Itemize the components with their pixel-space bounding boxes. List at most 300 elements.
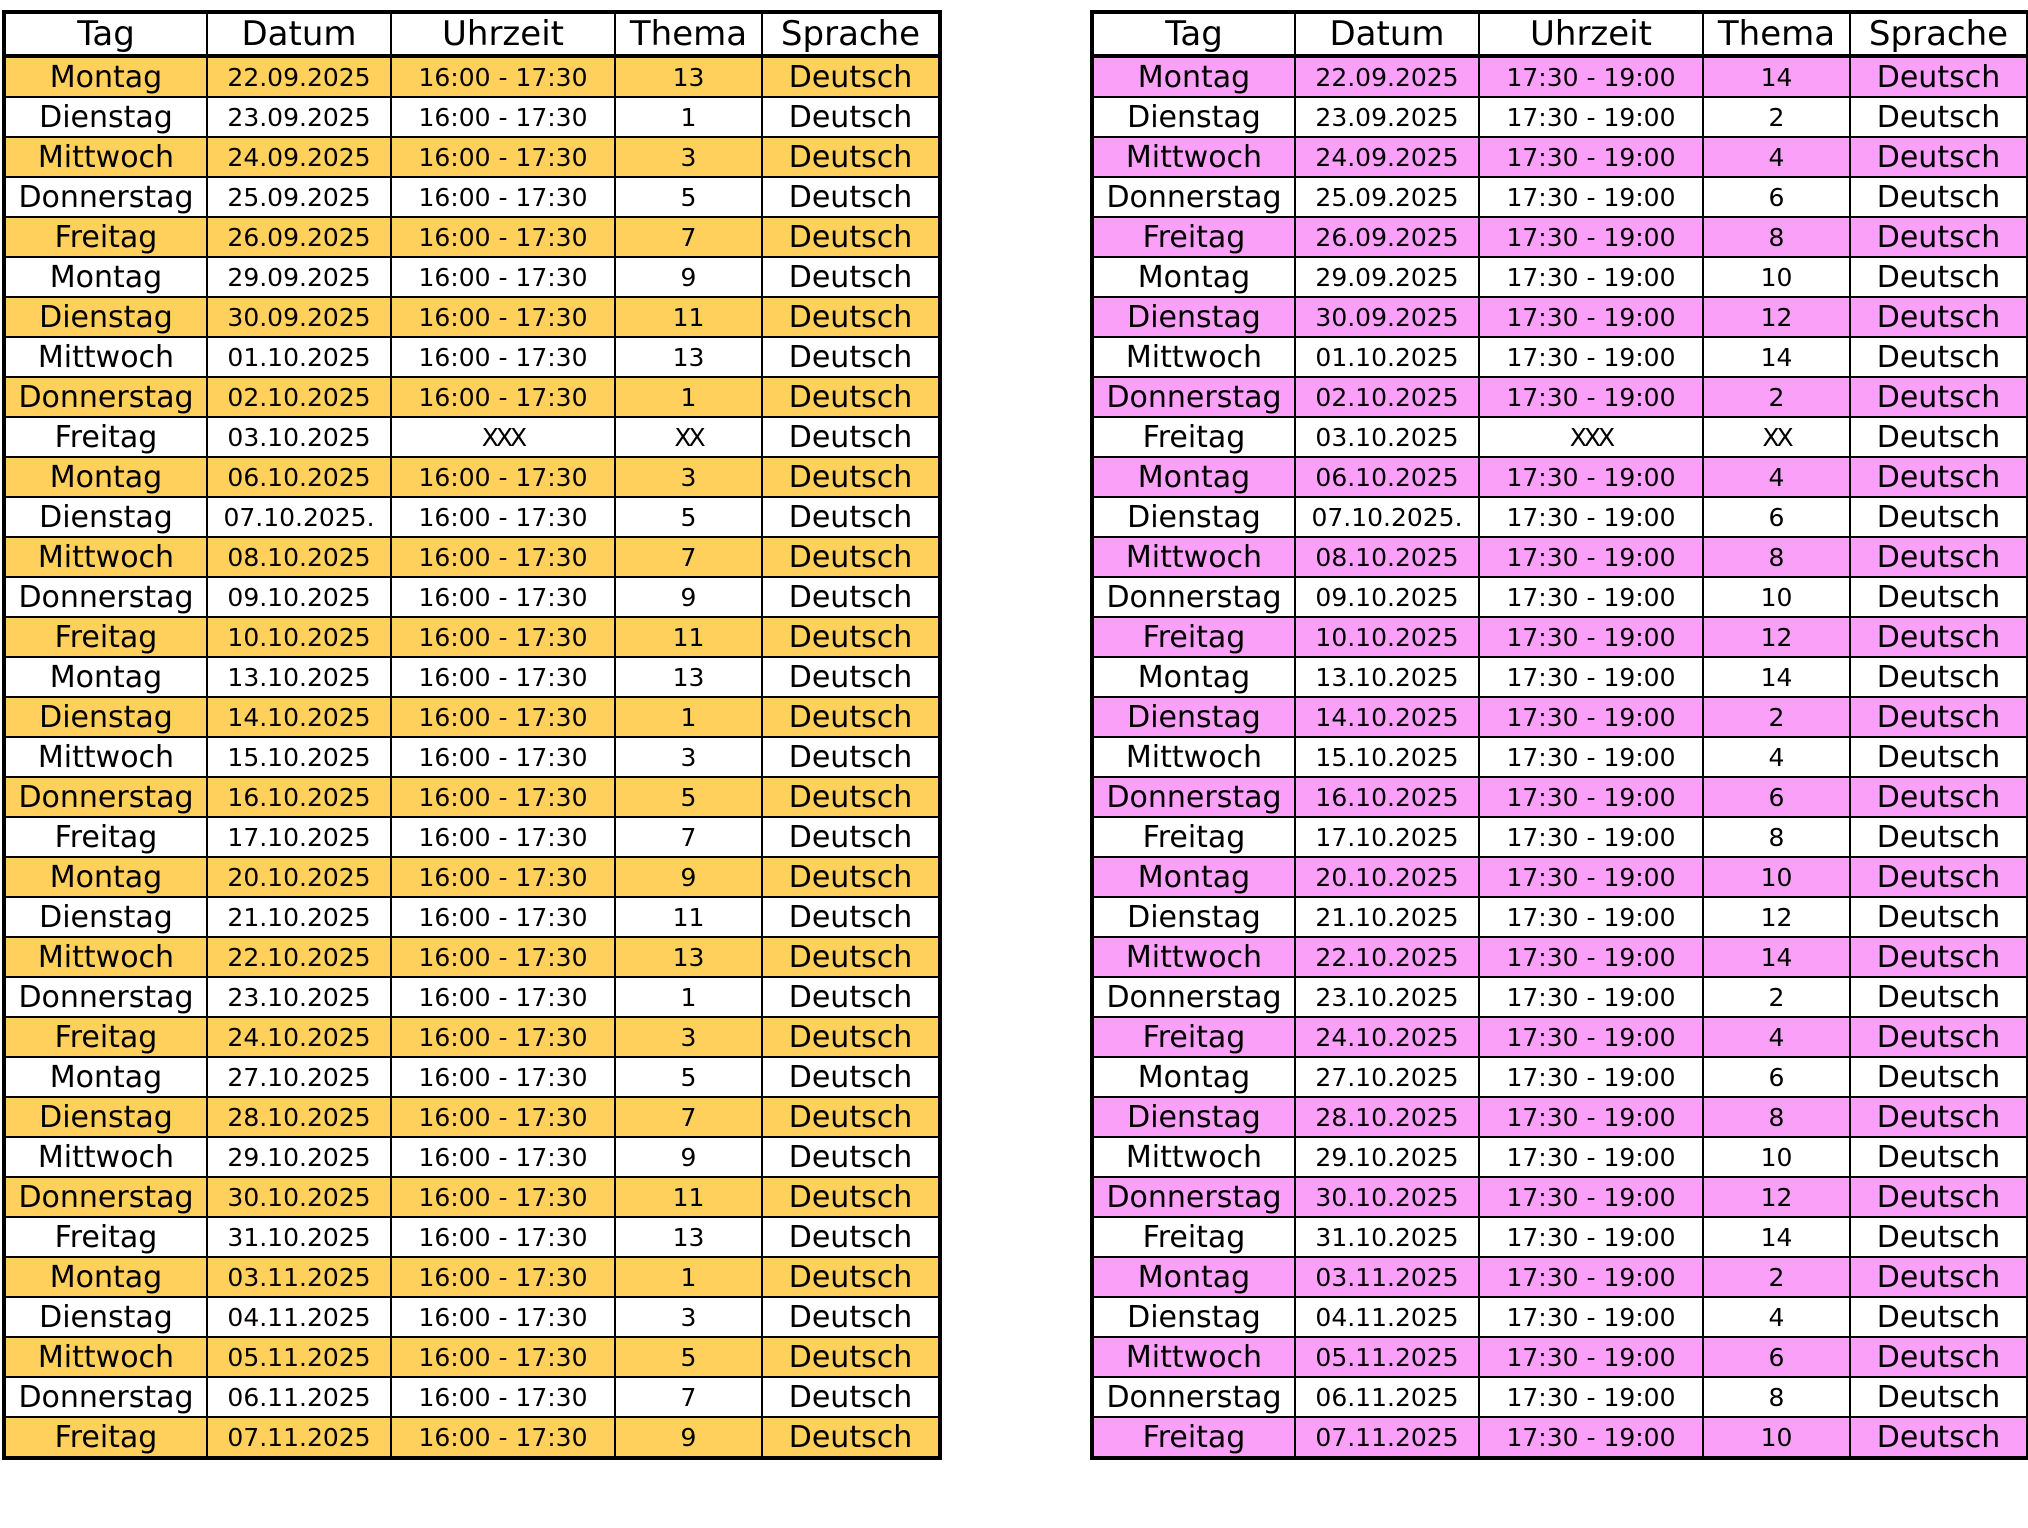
cell-sprache: Deutsch bbox=[762, 497, 940, 537]
cell-uhrzeit: 17:30 - 19:00 bbox=[1479, 897, 1703, 937]
cell-uhrzeit: 16:00 - 17:30 bbox=[391, 497, 615, 537]
cell-sprache: Deutsch bbox=[762, 417, 940, 457]
cell-sprache: Deutsch bbox=[762, 1417, 940, 1458]
table-row bbox=[4, 1297, 940, 1337]
cell-uhrzeit: 17:30 - 19:00 bbox=[1479, 177, 1703, 217]
table-body bbox=[1092, 56, 2028, 1458]
table-row bbox=[4, 417, 940, 457]
cell-thema: 5 bbox=[615, 1337, 762, 1377]
table-row bbox=[4, 1177, 940, 1217]
cell-uhrzeit: XXX bbox=[391, 417, 615, 457]
schedule-table-left bbox=[2, 10, 942, 1460]
cell-sprache: Deutsch bbox=[762, 257, 940, 297]
cell-sprache: Deutsch bbox=[762, 977, 940, 1017]
cell-sprache: Deutsch bbox=[1850, 1137, 2028, 1177]
cell-uhrzeit: 17:30 - 19:00 bbox=[1479, 697, 1703, 737]
table-row bbox=[1092, 1177, 2028, 1217]
cell-uhrzeit: 16:00 - 17:30 bbox=[391, 577, 615, 617]
table-row bbox=[4, 1257, 940, 1297]
table-row bbox=[1092, 737, 2028, 777]
cell-thema: 14 bbox=[1703, 56, 1850, 97]
cell-sprache: Deutsch bbox=[762, 537, 940, 577]
cell-datum: 06.11.2025 bbox=[207, 1377, 391, 1417]
cell-thema: 8 bbox=[1703, 817, 1850, 857]
cell-thema: 5 bbox=[615, 777, 762, 817]
cell-uhrzeit: 16:00 - 17:30 bbox=[391, 1217, 615, 1257]
cell-sprache: Deutsch bbox=[762, 817, 940, 857]
table-row bbox=[1092, 577, 2028, 617]
cell-sprache: Deutsch bbox=[762, 297, 940, 337]
cell-thema: 5 bbox=[615, 1057, 762, 1097]
table-row bbox=[4, 497, 940, 537]
cell-datum: 09.10.2025 bbox=[207, 577, 391, 617]
table-row bbox=[1092, 457, 2028, 497]
cell-tag: Dienstag bbox=[1092, 97, 1295, 137]
header-thema: Thema bbox=[615, 12, 762, 56]
cell-thema: 8 bbox=[1703, 537, 1850, 577]
cell-uhrzeit: 17:30 - 19:00 bbox=[1479, 1417, 1703, 1458]
table-row bbox=[4, 697, 940, 737]
cell-sprache: Deutsch bbox=[1850, 697, 2028, 737]
cell-uhrzeit: 16:00 - 17:30 bbox=[391, 937, 615, 977]
cell-thema: 10 bbox=[1703, 1417, 1850, 1458]
header-tag: Tag bbox=[1092, 12, 1295, 56]
cell-uhrzeit: 16:00 - 17:30 bbox=[391, 737, 615, 777]
cell-thema: 8 bbox=[1703, 1097, 1850, 1137]
cell-tag: Montag bbox=[1092, 1057, 1295, 1097]
cell-datum: 16.10.2025 bbox=[207, 777, 391, 817]
cell-sprache: Deutsch bbox=[762, 337, 940, 377]
cell-uhrzeit: 16:00 - 17:30 bbox=[391, 257, 615, 297]
cell-uhrzeit: 17:30 - 19:00 bbox=[1479, 56, 1703, 97]
cell-datum: 08.10.2025 bbox=[1295, 537, 1479, 577]
cell-sprache: Deutsch bbox=[1850, 1217, 2028, 1257]
table-row bbox=[4, 657, 940, 697]
cell-datum: 14.10.2025 bbox=[1295, 697, 1479, 737]
cell-tag: Donnerstag bbox=[1092, 777, 1295, 817]
cell-sprache: Deutsch bbox=[1850, 897, 2028, 937]
cell-thema: 14 bbox=[1703, 337, 1850, 377]
table-row bbox=[1092, 1297, 2028, 1337]
cell-sprache: Deutsch bbox=[1850, 937, 2028, 977]
cell-datum: 23.09.2025 bbox=[1295, 97, 1479, 137]
cell-tag: Dienstag bbox=[1092, 297, 1295, 337]
table-row bbox=[4, 977, 940, 1017]
cell-sprache: Deutsch bbox=[1850, 457, 2028, 497]
cell-tag: Freitag bbox=[1092, 417, 1295, 457]
cell-datum: 06.10.2025 bbox=[1295, 457, 1479, 497]
cell-sprache: Deutsch bbox=[1850, 1017, 2028, 1057]
cell-thema: 12 bbox=[1703, 897, 1850, 937]
cell-sprache: Deutsch bbox=[762, 1057, 940, 1097]
cell-datum: 25.09.2025 bbox=[1295, 177, 1479, 217]
table-row bbox=[1092, 337, 2028, 377]
header-sprache: Sprache bbox=[762, 12, 940, 56]
cell-datum: 07.11.2025 bbox=[207, 1417, 391, 1458]
cell-sprache: Deutsch bbox=[762, 377, 940, 417]
cell-sprache: Deutsch bbox=[1850, 577, 2028, 617]
cell-sprache: Deutsch bbox=[1850, 1297, 2028, 1337]
cell-tag: Donnerstag bbox=[1092, 377, 1295, 417]
cell-datum: 21.10.2025 bbox=[207, 897, 391, 937]
table-row bbox=[1092, 377, 2028, 417]
table-row bbox=[4, 137, 940, 177]
cell-datum: 20.10.2025 bbox=[1295, 857, 1479, 897]
cell-uhrzeit: 16:00 - 17:30 bbox=[391, 457, 615, 497]
cell-tag: Mittwoch bbox=[1092, 137, 1295, 177]
cell-tag: Donnerstag bbox=[4, 777, 207, 817]
cell-datum: 28.10.2025 bbox=[207, 1097, 391, 1137]
cell-sprache: Deutsch bbox=[1850, 497, 2028, 537]
cell-tag: Mittwoch bbox=[4, 737, 207, 777]
cell-tag: Mittwoch bbox=[4, 937, 207, 977]
cell-thema: 5 bbox=[615, 177, 762, 217]
cell-sprache: Deutsch bbox=[1850, 977, 2028, 1017]
cell-datum: 25.09.2025 bbox=[207, 177, 391, 217]
cell-tag: Mittwoch bbox=[1092, 1137, 1295, 1177]
cell-tag: Freitag bbox=[4, 1217, 207, 1257]
cell-sprache: Deutsch bbox=[1850, 337, 2028, 377]
cell-tag: Dienstag bbox=[1092, 1097, 1295, 1137]
cell-uhrzeit: 17:30 - 19:00 bbox=[1479, 1097, 1703, 1137]
table-row bbox=[1092, 257, 2028, 297]
cell-tag: Freitag bbox=[4, 417, 207, 457]
cell-uhrzeit: 16:00 - 17:30 bbox=[391, 337, 615, 377]
table-row bbox=[4, 217, 940, 257]
cell-tag: Freitag bbox=[1092, 1217, 1295, 1257]
cell-thema: 12 bbox=[1703, 617, 1850, 657]
cell-datum: 29.09.2025 bbox=[207, 257, 391, 297]
cell-datum: 23.10.2025 bbox=[1295, 977, 1479, 1017]
cell-uhrzeit: 17:30 - 19:00 bbox=[1479, 457, 1703, 497]
cell-sprache: Deutsch bbox=[762, 1257, 940, 1297]
header-datum: Datum bbox=[1295, 12, 1479, 56]
cell-sprache: Deutsch bbox=[762, 1297, 940, 1337]
cell-thema: 2 bbox=[1703, 377, 1850, 417]
cell-uhrzeit: 17:30 - 19:00 bbox=[1479, 137, 1703, 177]
cell-thema: 2 bbox=[1703, 97, 1850, 137]
cell-thema: 3 bbox=[615, 137, 762, 177]
cell-uhrzeit: 17:30 - 19:00 bbox=[1479, 1017, 1703, 1057]
table-row bbox=[1092, 1417, 2028, 1458]
cell-tag: Montag bbox=[4, 1057, 207, 1097]
cell-tag: Donnerstag bbox=[1092, 177, 1295, 217]
cell-uhrzeit: 16:00 - 17:30 bbox=[391, 617, 615, 657]
cell-uhrzeit: 16:00 - 17:30 bbox=[391, 97, 615, 137]
cell-sprache: Deutsch bbox=[1850, 297, 2028, 337]
cell-tag: Mittwoch bbox=[1092, 737, 1295, 777]
cell-sprache: Deutsch bbox=[1850, 97, 2028, 137]
cell-thema: 9 bbox=[615, 1417, 762, 1458]
table-row bbox=[4, 337, 940, 377]
table-row bbox=[1092, 1377, 2028, 1417]
cell-uhrzeit: 16:00 - 17:30 bbox=[391, 857, 615, 897]
cell-datum: 13.10.2025 bbox=[1295, 657, 1479, 697]
header-datum: Datum bbox=[207, 12, 391, 56]
schedule-table-right bbox=[1090, 10, 2028, 1460]
cell-thema: 7 bbox=[615, 217, 762, 257]
cell-datum: 09.10.2025 bbox=[1295, 577, 1479, 617]
table-row bbox=[1092, 977, 2028, 1017]
cell-sprache: Deutsch bbox=[762, 1377, 940, 1417]
table-row bbox=[1092, 56, 2028, 97]
table-row bbox=[1092, 217, 2028, 257]
cell-tag: Dienstag bbox=[4, 1297, 207, 1337]
cell-uhrzeit: 17:30 - 19:00 bbox=[1479, 497, 1703, 537]
cell-sprache: Deutsch bbox=[762, 897, 940, 937]
cell-tag: Donnerstag bbox=[4, 177, 207, 217]
cell-tag: Montag bbox=[4, 857, 207, 897]
cell-sprache: Deutsch bbox=[762, 1137, 940, 1177]
table-row bbox=[1092, 177, 2028, 217]
cell-thema: 4 bbox=[1703, 737, 1850, 777]
cell-thema: 13 bbox=[615, 56, 762, 97]
table-row bbox=[4, 737, 940, 777]
cell-sprache: Deutsch bbox=[762, 97, 940, 137]
cell-thema: 4 bbox=[1703, 137, 1850, 177]
cell-thema: 7 bbox=[615, 537, 762, 577]
cell-thema: 14 bbox=[1703, 657, 1850, 697]
cell-uhrzeit: 16:00 - 17:30 bbox=[391, 1057, 615, 1097]
cell-sprache: Deutsch bbox=[1850, 137, 2028, 177]
table-row bbox=[1092, 1097, 2028, 1137]
cell-datum: 29.09.2025 bbox=[1295, 257, 1479, 297]
cell-uhrzeit: 17:30 - 19:00 bbox=[1479, 1377, 1703, 1417]
cell-tag: Dienstag bbox=[1092, 897, 1295, 937]
cell-uhrzeit: 17:30 - 19:00 bbox=[1479, 1337, 1703, 1377]
cell-tag: Montag bbox=[4, 657, 207, 697]
cell-datum: 05.11.2025 bbox=[1295, 1337, 1479, 1377]
cell-datum: 30.10.2025 bbox=[1295, 1177, 1479, 1217]
cell-tag: Dienstag bbox=[4, 897, 207, 937]
cell-datum: 29.10.2025 bbox=[207, 1137, 391, 1177]
cell-thema: 7 bbox=[615, 1377, 762, 1417]
cell-sprache: Deutsch bbox=[1850, 1057, 2028, 1097]
cell-sprache: Deutsch bbox=[762, 777, 940, 817]
cell-datum: 03.10.2025 bbox=[207, 417, 391, 457]
cell-thema: 3 bbox=[615, 1017, 762, 1057]
cell-datum: 22.10.2025 bbox=[207, 937, 391, 977]
cell-datum: 26.09.2025 bbox=[1295, 217, 1479, 257]
cell-tag: Freitag bbox=[1092, 217, 1295, 257]
cell-thema: 3 bbox=[615, 1297, 762, 1337]
cell-datum: 22.10.2025 bbox=[1295, 937, 1479, 977]
header-sprache: Sprache bbox=[1850, 12, 2028, 56]
cell-uhrzeit: 16:00 - 17:30 bbox=[391, 217, 615, 257]
cell-sprache: Deutsch bbox=[762, 1217, 940, 1257]
cell-uhrzeit: 16:00 - 17:30 bbox=[391, 817, 615, 857]
table-row bbox=[1092, 297, 2028, 337]
cell-thema: 6 bbox=[1703, 497, 1850, 537]
cell-thema: 11 bbox=[615, 1177, 762, 1217]
cell-thema: 4 bbox=[1703, 1297, 1850, 1337]
cell-sprache: Deutsch bbox=[1850, 857, 2028, 897]
cell-thema: XX bbox=[615, 417, 762, 457]
cell-datum: 07.10.2025. bbox=[1295, 497, 1479, 537]
table-row bbox=[1092, 537, 2028, 577]
table-row bbox=[4, 297, 940, 337]
cell-datum: 24.09.2025 bbox=[207, 137, 391, 177]
cell-datum: 27.10.2025 bbox=[1295, 1057, 1479, 1097]
cell-datum: 29.10.2025 bbox=[1295, 1137, 1479, 1177]
cell-uhrzeit: 16:00 - 17:30 bbox=[391, 537, 615, 577]
cell-uhrzeit: 16:00 - 17:30 bbox=[391, 1177, 615, 1217]
cell-datum: 10.10.2025 bbox=[1295, 617, 1479, 657]
table-row bbox=[1092, 697, 2028, 737]
cell-sprache: Deutsch bbox=[1850, 417, 2028, 457]
cell-datum: 06.10.2025 bbox=[207, 457, 391, 497]
cell-sprache: Deutsch bbox=[762, 657, 940, 697]
cell-thema: 10 bbox=[1703, 1137, 1850, 1177]
cell-sprache: Deutsch bbox=[762, 1017, 940, 1057]
cell-sprache: Deutsch bbox=[1850, 1097, 2028, 1137]
cell-tag: Freitag bbox=[1092, 817, 1295, 857]
cell-datum: 28.10.2025 bbox=[1295, 1097, 1479, 1137]
cell-tag: Montag bbox=[1092, 1257, 1295, 1297]
cell-sprache: Deutsch bbox=[762, 177, 940, 217]
cell-datum: 30.09.2025 bbox=[207, 297, 391, 337]
table-row bbox=[4, 537, 940, 577]
cell-thema: 3 bbox=[615, 457, 762, 497]
cell-uhrzeit: 16:00 - 17:30 bbox=[391, 297, 615, 337]
cell-tag: Donnerstag bbox=[4, 377, 207, 417]
table-row bbox=[1092, 937, 2028, 977]
cell-thema: 12 bbox=[1703, 297, 1850, 337]
cell-thema: 6 bbox=[1703, 777, 1850, 817]
cell-uhrzeit: 16:00 - 17:30 bbox=[391, 137, 615, 177]
cell-sprache: Deutsch bbox=[1850, 1337, 2028, 1377]
table-row bbox=[4, 937, 940, 977]
cell-sprache: Deutsch bbox=[1850, 1377, 2028, 1417]
cell-datum: 01.10.2025 bbox=[1295, 337, 1479, 377]
cell-tag: Donnerstag bbox=[1092, 1177, 1295, 1217]
table-row bbox=[1092, 857, 2028, 897]
table-body bbox=[4, 56, 940, 1458]
cell-datum: 02.10.2025 bbox=[207, 377, 391, 417]
cell-tag: Montag bbox=[4, 257, 207, 297]
cell-sprache: Deutsch bbox=[762, 617, 940, 657]
cell-datum: 08.10.2025 bbox=[207, 537, 391, 577]
cell-uhrzeit: 16:00 - 17:30 bbox=[391, 1137, 615, 1177]
cell-sprache: Deutsch bbox=[762, 937, 940, 977]
table-row bbox=[4, 897, 940, 937]
cell-tag: Mittwoch bbox=[4, 1337, 207, 1377]
cell-sprache: Deutsch bbox=[762, 56, 940, 97]
cell-sprache: Deutsch bbox=[1850, 257, 2028, 297]
cell-tag: Donnerstag bbox=[1092, 977, 1295, 1017]
cell-uhrzeit: 16:00 - 17:30 bbox=[391, 1017, 615, 1057]
cell-datum: 16.10.2025 bbox=[1295, 777, 1479, 817]
table-row bbox=[1092, 1137, 2028, 1177]
table-row bbox=[1092, 1257, 2028, 1297]
cell-thema: 9 bbox=[615, 857, 762, 897]
cell-uhrzeit: 16:00 - 17:30 bbox=[391, 657, 615, 697]
cell-thema: 10 bbox=[1703, 257, 1850, 297]
cell-datum: 31.10.2025 bbox=[1295, 1217, 1479, 1257]
cell-datum: 02.10.2025 bbox=[1295, 377, 1479, 417]
cell-datum: 24.09.2025 bbox=[1295, 137, 1479, 177]
cell-tag: Freitag bbox=[1092, 1417, 1295, 1458]
cell-tag: Freitag bbox=[4, 817, 207, 857]
table-row bbox=[1092, 417, 2028, 457]
cell-thema: 10 bbox=[1703, 857, 1850, 897]
cell-sprache: Deutsch bbox=[762, 1177, 940, 1217]
table-row bbox=[1092, 1017, 2028, 1057]
cell-uhrzeit: 16:00 - 17:30 bbox=[391, 977, 615, 1017]
cell-thema: 1 bbox=[615, 377, 762, 417]
cell-thema: 8 bbox=[1703, 217, 1850, 257]
cell-tag: Mittwoch bbox=[1092, 937, 1295, 977]
cell-tag: Mittwoch bbox=[1092, 537, 1295, 577]
cell-datum: 04.11.2025 bbox=[207, 1297, 391, 1337]
cell-tag: Dienstag bbox=[4, 1097, 207, 1137]
cell-sprache: Deutsch bbox=[1850, 657, 2028, 697]
cell-thema: 11 bbox=[615, 617, 762, 657]
cell-uhrzeit: 17:30 - 19:00 bbox=[1479, 817, 1703, 857]
table-row bbox=[1092, 897, 2028, 937]
cell-thema: 11 bbox=[615, 897, 762, 937]
cell-sprache: Deutsch bbox=[1850, 217, 2028, 257]
cell-sprache: Deutsch bbox=[1850, 1257, 2028, 1297]
cell-datum: 10.10.2025 bbox=[207, 617, 391, 657]
cell-sprache: Deutsch bbox=[1850, 1417, 2028, 1458]
cell-thema: 13 bbox=[615, 937, 762, 977]
cell-datum: 20.10.2025 bbox=[207, 857, 391, 897]
table-row bbox=[4, 56, 940, 97]
cell-uhrzeit: 17:30 - 19:00 bbox=[1479, 337, 1703, 377]
cell-sprache: Deutsch bbox=[762, 737, 940, 777]
cell-thema: 1 bbox=[615, 697, 762, 737]
table-row bbox=[4, 1377, 940, 1417]
cell-thema: 13 bbox=[615, 337, 762, 377]
cell-thema: 9 bbox=[615, 1137, 762, 1177]
cell-uhrzeit: 17:30 - 19:00 bbox=[1479, 297, 1703, 337]
cell-uhrzeit: 17:30 - 19:00 bbox=[1479, 777, 1703, 817]
cell-datum: 03.10.2025 bbox=[1295, 417, 1479, 457]
cell-sprache: Deutsch bbox=[1850, 377, 2028, 417]
cell-datum: 23.09.2025 bbox=[207, 97, 391, 137]
cell-uhrzeit: 17:30 - 19:00 bbox=[1479, 1137, 1703, 1177]
cell-datum: 17.10.2025 bbox=[207, 817, 391, 857]
cell-datum: 15.10.2025 bbox=[207, 737, 391, 777]
cell-uhrzeit: 17:30 - 19:00 bbox=[1479, 1057, 1703, 1097]
cell-sprache: Deutsch bbox=[762, 137, 940, 177]
table-row bbox=[1092, 617, 2028, 657]
cell-uhrzeit: 16:00 - 17:30 bbox=[391, 56, 615, 97]
cell-datum: 31.10.2025 bbox=[207, 1217, 391, 1257]
cell-datum: 24.10.2025 bbox=[207, 1017, 391, 1057]
cell-tag: Mittwoch bbox=[4, 1137, 207, 1177]
cell-sprache: Deutsch bbox=[1850, 177, 2028, 217]
cell-thema: 2 bbox=[1703, 1257, 1850, 1297]
cell-thema: 12 bbox=[1703, 1177, 1850, 1217]
cell-tag: Dienstag bbox=[4, 97, 207, 137]
cell-datum: 03.11.2025 bbox=[1295, 1257, 1479, 1297]
cell-datum: 22.09.2025 bbox=[207, 56, 391, 97]
cell-thema: 14 bbox=[1703, 937, 1850, 977]
cell-thema: 8 bbox=[1703, 1377, 1850, 1417]
cell-tag: Mittwoch bbox=[1092, 337, 1295, 377]
table-row bbox=[1092, 1057, 2028, 1097]
cell-thema: 5 bbox=[615, 497, 762, 537]
cell-uhrzeit: 17:30 - 19:00 bbox=[1479, 737, 1703, 777]
table-row bbox=[4, 817, 940, 857]
cell-datum: 03.11.2025 bbox=[207, 1257, 391, 1297]
cell-sprache: Deutsch bbox=[1850, 817, 2028, 857]
cell-tag: Montag bbox=[4, 457, 207, 497]
cell-tag: Dienstag bbox=[1092, 1297, 1295, 1337]
cell-tag: Freitag bbox=[1092, 1017, 1295, 1057]
